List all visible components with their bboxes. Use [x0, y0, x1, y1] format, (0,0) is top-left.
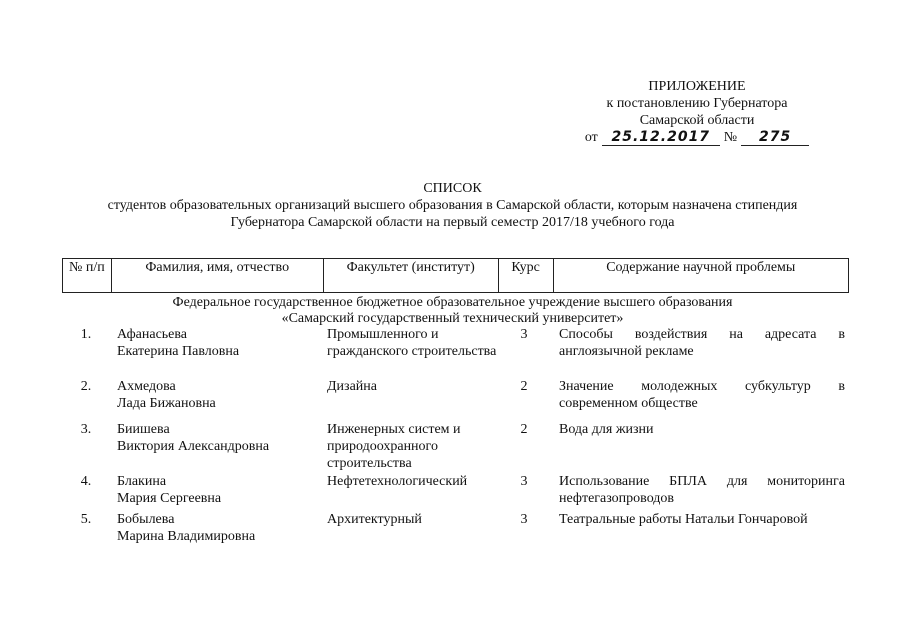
- student-given-names: Екатерина Павловна: [117, 344, 240, 359]
- research-topic: Вода для жизни: [559, 422, 654, 437]
- document-title: [40, 180, 865, 231]
- student-given-names: Виктория Александровна: [117, 439, 270, 454]
- table-row: [62, 473, 847, 511]
- student-given-names: Мария Сергеевна: [117, 491, 222, 506]
- student-name: [110, 326, 322, 378]
- student-table: [62, 326, 847, 551]
- org-line-2: «Самарский государственный технический университет»: [281, 311, 624, 326]
- decree-date: 25.12.2017: [602, 130, 720, 146]
- student-faculty: Промышленного и гражданского строительства: [327, 327, 497, 359]
- student-surname: Ахмедова: [117, 379, 176, 394]
- row-number: 1.: [80, 327, 92, 342]
- appendix-heading: ПРИЛОЖЕНИЕ: [648, 79, 746, 94]
- header-num: № п/п: [63, 259, 112, 292]
- research-topic: Театральные работы Натальи Гончаровой: [559, 512, 808, 527]
- student-name: [110, 511, 322, 551]
- table-row: [62, 511, 847, 551]
- student-faculty: Нефтетехнологический: [327, 474, 468, 489]
- appendix-block: [567, 78, 827, 146]
- research-topic: Использование БПЛА для мониторинга нефтегазопроводов: [559, 474, 845, 506]
- row-number: 3.: [80, 422, 92, 437]
- header-faculty: Факультет (институт): [324, 259, 499, 292]
- appendix-line-1: к постановлению Губернатора: [606, 96, 788, 111]
- student-faculty: Инженерных систем и природоохранного строительства: [327, 422, 461, 471]
- title-heading: СПИСОК: [423, 181, 482, 196]
- number-label: №: [723, 130, 738, 145]
- table-row: [62, 326, 847, 378]
- student-given-names: Марина Владимировна: [117, 529, 256, 544]
- student-surname: Бобылева: [117, 512, 175, 527]
- student-course: 3: [520, 327, 528, 342]
- student-course: 2: [520, 379, 528, 394]
- student-course: 3: [520, 512, 528, 527]
- header-course: Курс: [499, 259, 554, 292]
- header-name: Фамилия, имя, отчество: [112, 259, 324, 292]
- org-line-1: Федеральное государственное бюджетное образовательное учреждение высшего образования: [172, 295, 733, 310]
- student-faculty: Дизайна: [327, 379, 377, 394]
- student-surname: Биишева: [117, 422, 170, 437]
- research-topic: Способы воздействия на адресата в англоязычной рекламе: [559, 327, 845, 359]
- research-topic: Значение молодежных субкультур в современном обществе: [559, 379, 845, 411]
- title-line-1: студентов образовательных организаций высшего образования в Самарской области, которым назначена стипендия: [107, 198, 798, 213]
- row-number: 4.: [80, 474, 92, 489]
- decree-number: 275: [741, 130, 809, 146]
- student-faculty: Архитектурный: [327, 512, 422, 527]
- row-number: 5.: [80, 512, 92, 527]
- student-course: 2: [520, 422, 528, 437]
- header-topic: Содержание научной проблемы: [606, 260, 796, 275]
- table-header: [62, 258, 849, 293]
- student-surname: Блакина: [117, 474, 167, 489]
- student-given-names: Лада Бижановна: [117, 396, 216, 411]
- organization-heading: [40, 295, 865, 327]
- student-course: 3: [520, 474, 528, 489]
- student-name: [110, 473, 322, 511]
- appendix-line-2: Самарской области: [639, 113, 755, 128]
- appendix-date-row: [567, 129, 827, 146]
- row-number: 2.: [80, 379, 92, 394]
- table-row: [62, 421, 847, 473]
- student-name: [110, 421, 322, 473]
- title-line-2: Губернатора Самарской области на первый семестр 2017/18 учебного года: [230, 215, 675, 230]
- from-label: от: [584, 130, 598, 145]
- student-surname: Афанасьева: [117, 327, 188, 342]
- table-row: [62, 378, 847, 421]
- student-name: [110, 378, 322, 421]
